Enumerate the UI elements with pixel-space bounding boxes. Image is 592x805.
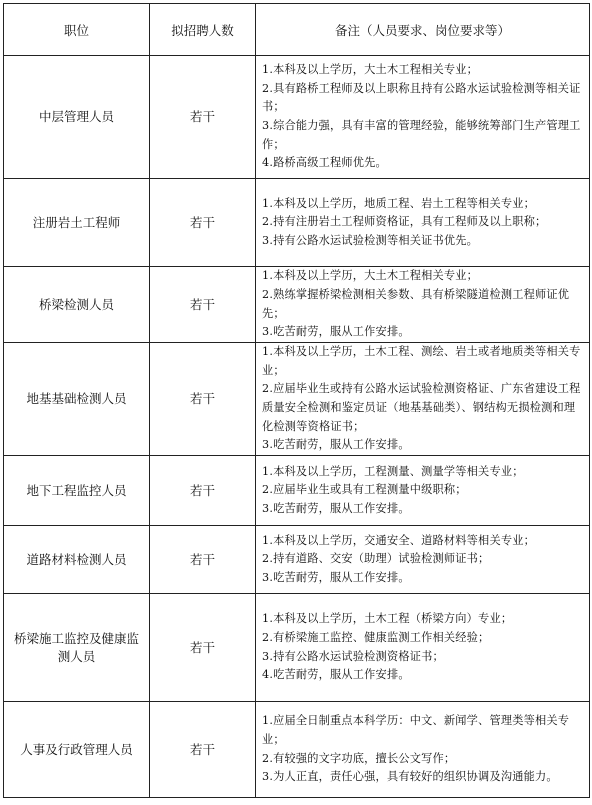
table-row	[4, 343, 590, 456]
note-line: 1.本科及以上学历，工程测量、测量学等相关专业；	[262, 464, 524, 478]
count-cell: 若干	[150, 702, 256, 798]
notes-cell	[256, 179, 590, 267]
table-row	[4, 526, 590, 594]
notes-cell	[256, 702, 590, 798]
count-cell: 若干	[150, 179, 256, 267]
table-row	[4, 456, 590, 526]
count-cell: 若干	[150, 267, 256, 343]
note-line: 1.应届全日制重点本科学历：中文、新闻学、管理类等相关专业；	[262, 714, 570, 746]
header-count: 拟招聘人数	[150, 4, 256, 56]
position-cell: 桥梁检测人员	[4, 267, 150, 343]
count-cell: 若干	[150, 594, 256, 702]
position-cell: 道路材料检测人员	[4, 526, 150, 594]
note-line: 3.为人正直，责任心强，具有较好的组织协调及沟通能力。	[262, 770, 558, 784]
table-row	[4, 267, 590, 343]
position-cell: 地下工程监控人员	[4, 456, 150, 526]
header-row	[4, 4, 590, 56]
note-line: 2.有较强的文字功底，擅长公文写作；	[262, 751, 456, 765]
note-line: 1.本科及以上学历，土木工程（桥梁方向）专业；	[262, 612, 513, 626]
header-position: 职位	[4, 4, 150, 56]
note-line: 3.吃苦耐劳，服从工作安排。	[262, 570, 410, 584]
header-notes: 备注（人员要求、岗位要求等）	[256, 4, 590, 56]
note-line: 3.综合能力强，具有丰富的管理经验，能够统筹部门生产管理工作；	[262, 119, 581, 151]
notes-cell	[256, 56, 590, 179]
note-line: 4.吃苦耐劳，服从工作安排。	[262, 668, 410, 682]
position-cell: 注册岩土工程师	[4, 179, 150, 267]
note-line: 1.本科及以上学历，大土木工程相关专业；	[262, 63, 479, 77]
position-cell: 地基基础检测人员	[4, 343, 150, 456]
table-row	[4, 594, 590, 702]
note-line: 2.持有注册岩土工程师资格证，具有工程师及以上职称；	[262, 215, 547, 229]
notes-cell	[256, 526, 590, 594]
note-line: 4.路桥高级工程师优先。	[262, 156, 387, 170]
notes-cell	[256, 594, 590, 702]
count-cell: 若干	[150, 456, 256, 526]
note-line: 2.应届毕业生或持有公路水运试验检测资格证、广东省建设工程质量安全检测和鉴定员证（地基基础类）、钢结构无损检测和理化检测等资格证书；	[262, 382, 581, 433]
count-cell: 若干	[150, 56, 256, 179]
table-row	[4, 179, 590, 267]
note-line: 1.本科及以上学历，交通安全、道路材料等相关专业；	[262, 533, 535, 547]
note-line: 3.吃苦耐劳，服从工作安排。	[262, 501, 410, 515]
position-cell: 中层管理人员	[4, 56, 150, 179]
notes-cell	[256, 456, 590, 526]
note-line: 2.具有路桥工程师及以上职称且持有公路水运试验检测等相关证书；	[262, 81, 581, 114]
note-line: 1.本科及以上学历，土木工程、测绘、岩土或者地质类等相关专业；	[262, 345, 581, 377]
position-cell: 桥梁施工监控及健康监测人员	[4, 594, 150, 702]
note-line: 2.持有道路、交安（助理）试验检测师证书；	[262, 552, 490, 566]
count-cell: 若干	[150, 343, 256, 456]
notes-cell	[256, 267, 590, 343]
note-line: 1.本科及以上学历，地质工程、岩土工程等相关专业；	[262, 196, 535, 210]
note-line: 2.熟练掌握桥梁检测相关参数、具有桥梁隧道检测工程师证优先；	[262, 287, 570, 320]
note-line: 3.吃苦耐劳，服从工作安排。	[262, 325, 410, 339]
table-row	[4, 56, 590, 179]
note-line: 3.吃苦耐劳，服从工作安排。	[262, 438, 410, 452]
recruitment-table	[3, 3, 590, 798]
note-line: 2.应届毕业生或具有工程测量中级职称；	[262, 483, 467, 497]
position-cell: 人事及行政管理人员	[4, 702, 150, 798]
note-line: 2.有桥梁施工监控、健康监测工作相关经验；	[262, 630, 490, 644]
table-row	[4, 702, 590, 798]
count-cell: 若干	[150, 526, 256, 594]
note-line: 1.本科及以上学历，大土木工程相关专业；	[262, 269, 479, 283]
note-line: 3.持有公路水运试验检测等相关证书优先。	[262, 233, 479, 247]
note-line: 3.持有公路水运试验检测资格证书；	[262, 649, 444, 663]
notes-cell	[256, 343, 590, 456]
